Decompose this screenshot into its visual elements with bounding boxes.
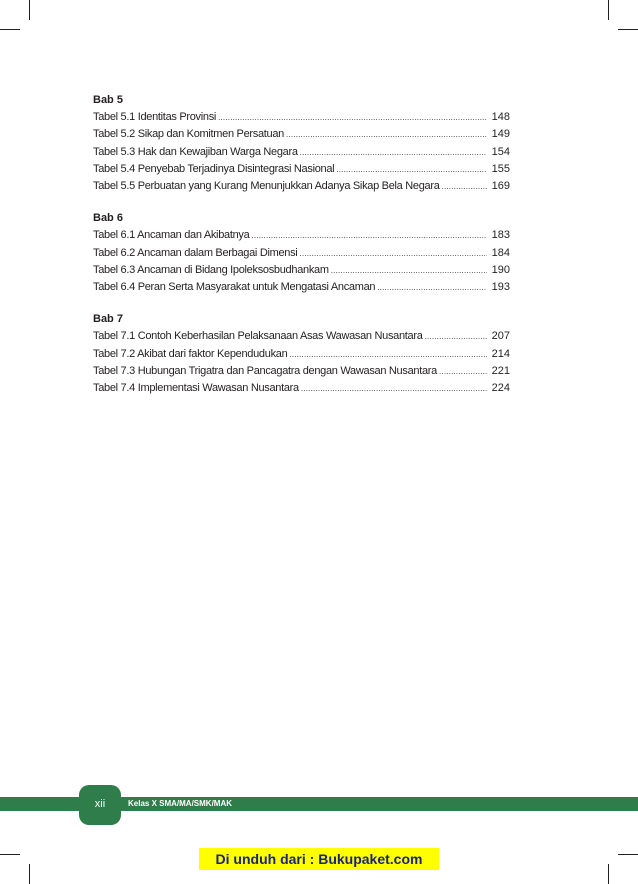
crop-mark-bottom-right-v bbox=[608, 864, 609, 884]
dot-leader bbox=[289, 346, 487, 363]
entry-page-number: 193 bbox=[491, 281, 510, 294]
table-list bbox=[93, 92, 510, 412]
entry-label: Tabel 6.1 Ancaman dan Akibatnya bbox=[93, 229, 250, 242]
entry-label: Tabel 5.5 Perbuatan yang Kurang Menunjukkan Adanya Sikap Bela Negara bbox=[93, 180, 440, 193]
entry-page-number: 224 bbox=[491, 382, 510, 395]
book-title: Kelas X SMA/MA/SMK/MAK bbox=[128, 799, 233, 808]
entry-label: Tabel 5.2 Sikap dan Komitmen Persatuan bbox=[93, 128, 284, 141]
crop-mark-top-left-h bbox=[0, 29, 20, 30]
toc-entry[interactable] bbox=[93, 109, 510, 126]
toc-entry[interactable] bbox=[93, 363, 510, 380]
crop-mark-bottom-left-v bbox=[29, 864, 30, 884]
entry-label: Tabel 5.3 Hak dan Kewajiban Warga Negara bbox=[93, 145, 298, 158]
toc-entry[interactable] bbox=[93, 328, 510, 345]
chapter-section bbox=[93, 92, 510, 195]
entry-label: Tabel 7.4 Implementasi Wawasan Nusantara bbox=[93, 382, 299, 395]
crop-mark-top-right-h bbox=[618, 29, 638, 30]
toc-entry[interactable] bbox=[93, 161, 510, 178]
entry-label: Tabel 6.4 Peran Serta Masyarakat untuk Mengatasi Ancaman bbox=[93, 281, 376, 294]
toc-entry[interactable] bbox=[93, 126, 510, 143]
page-number: xii bbox=[94, 798, 106, 810]
dot-leader bbox=[218, 109, 487, 126]
entry-label: Tabel 5.1 Identitas Provinsi bbox=[93, 111, 217, 124]
entry-page-number: 190 bbox=[491, 263, 510, 276]
entry-page-number: 154 bbox=[491, 145, 510, 158]
download-watermark[interactable]: Di unduh dari : Bukupaket.com bbox=[199, 848, 439, 870]
crop-mark-bottom-left-h bbox=[0, 854, 20, 855]
toc-entry[interactable] bbox=[93, 279, 510, 296]
toc-entry[interactable] bbox=[93, 144, 510, 161]
toc-entry[interactable] bbox=[93, 262, 510, 279]
dot-leader bbox=[439, 363, 487, 380]
entry-label: Tabel 6.2 Ancaman dalam Berbagai Dimensi bbox=[93, 246, 298, 259]
dot-leader bbox=[251, 227, 487, 244]
dot-leader bbox=[299, 245, 487, 262]
crop-mark-top-right-v bbox=[608, 0, 609, 20]
chapter-section bbox=[93, 311, 510, 397]
entry-label: Tabel 7.2 Akibat dari faktor Kependudukan bbox=[93, 347, 288, 360]
dot-leader bbox=[331, 262, 487, 279]
dot-leader bbox=[442, 178, 487, 195]
entry-label: Tabel 7.3 Hubungan Trigatra dan Pancagatra dengan Wawasan Nusantara bbox=[93, 364, 437, 377]
entry-page-number: 184 bbox=[491, 246, 510, 259]
dot-leader bbox=[425, 328, 487, 345]
dot-leader bbox=[300, 144, 487, 161]
toc-entry[interactable] bbox=[93, 245, 510, 262]
chapter-title: Bab 6 bbox=[93, 212, 123, 225]
entry-page-number: 148 bbox=[491, 111, 510, 124]
entry-page-number: 155 bbox=[491, 162, 510, 175]
entry-page-number: 221 bbox=[491, 364, 510, 377]
toc-entry[interactable] bbox=[93, 178, 510, 195]
toc-entry[interactable] bbox=[93, 346, 510, 363]
entry-label: Tabel 7.1 Contoh Keberhasilan Pelaksanaan Asas Wawasan Nusantara bbox=[93, 330, 423, 343]
crop-mark-top-left-v bbox=[29, 0, 30, 20]
toc-entry[interactable] bbox=[93, 380, 510, 397]
dot-leader bbox=[377, 279, 487, 296]
dot-leader bbox=[286, 126, 487, 143]
chapter-title: Bab 7 bbox=[93, 313, 123, 326]
entry-page-number: 183 bbox=[491, 229, 510, 242]
entry-page-number: 169 bbox=[491, 180, 510, 193]
chapter-title: Bab 5 bbox=[93, 94, 123, 106]
entry-label: Tabel 5.4 Penyebab Terjadinya Disintegrasi Nasional bbox=[93, 162, 335, 175]
crop-mark-bottom-right-h bbox=[618, 854, 638, 855]
entry-page-number: 149 bbox=[491, 128, 510, 141]
toc-entry[interactable] bbox=[93, 227, 510, 244]
entry-page-number: 207 bbox=[491, 330, 510, 343]
entry-label: Tabel 6.3 Ancaman di Bidang Ipoleksosbudhankam bbox=[93, 263, 329, 276]
dot-leader bbox=[336, 161, 487, 178]
chapter-section bbox=[93, 210, 510, 296]
dot-leader bbox=[301, 380, 487, 397]
entry-page-number: 214 bbox=[491, 347, 510, 360]
